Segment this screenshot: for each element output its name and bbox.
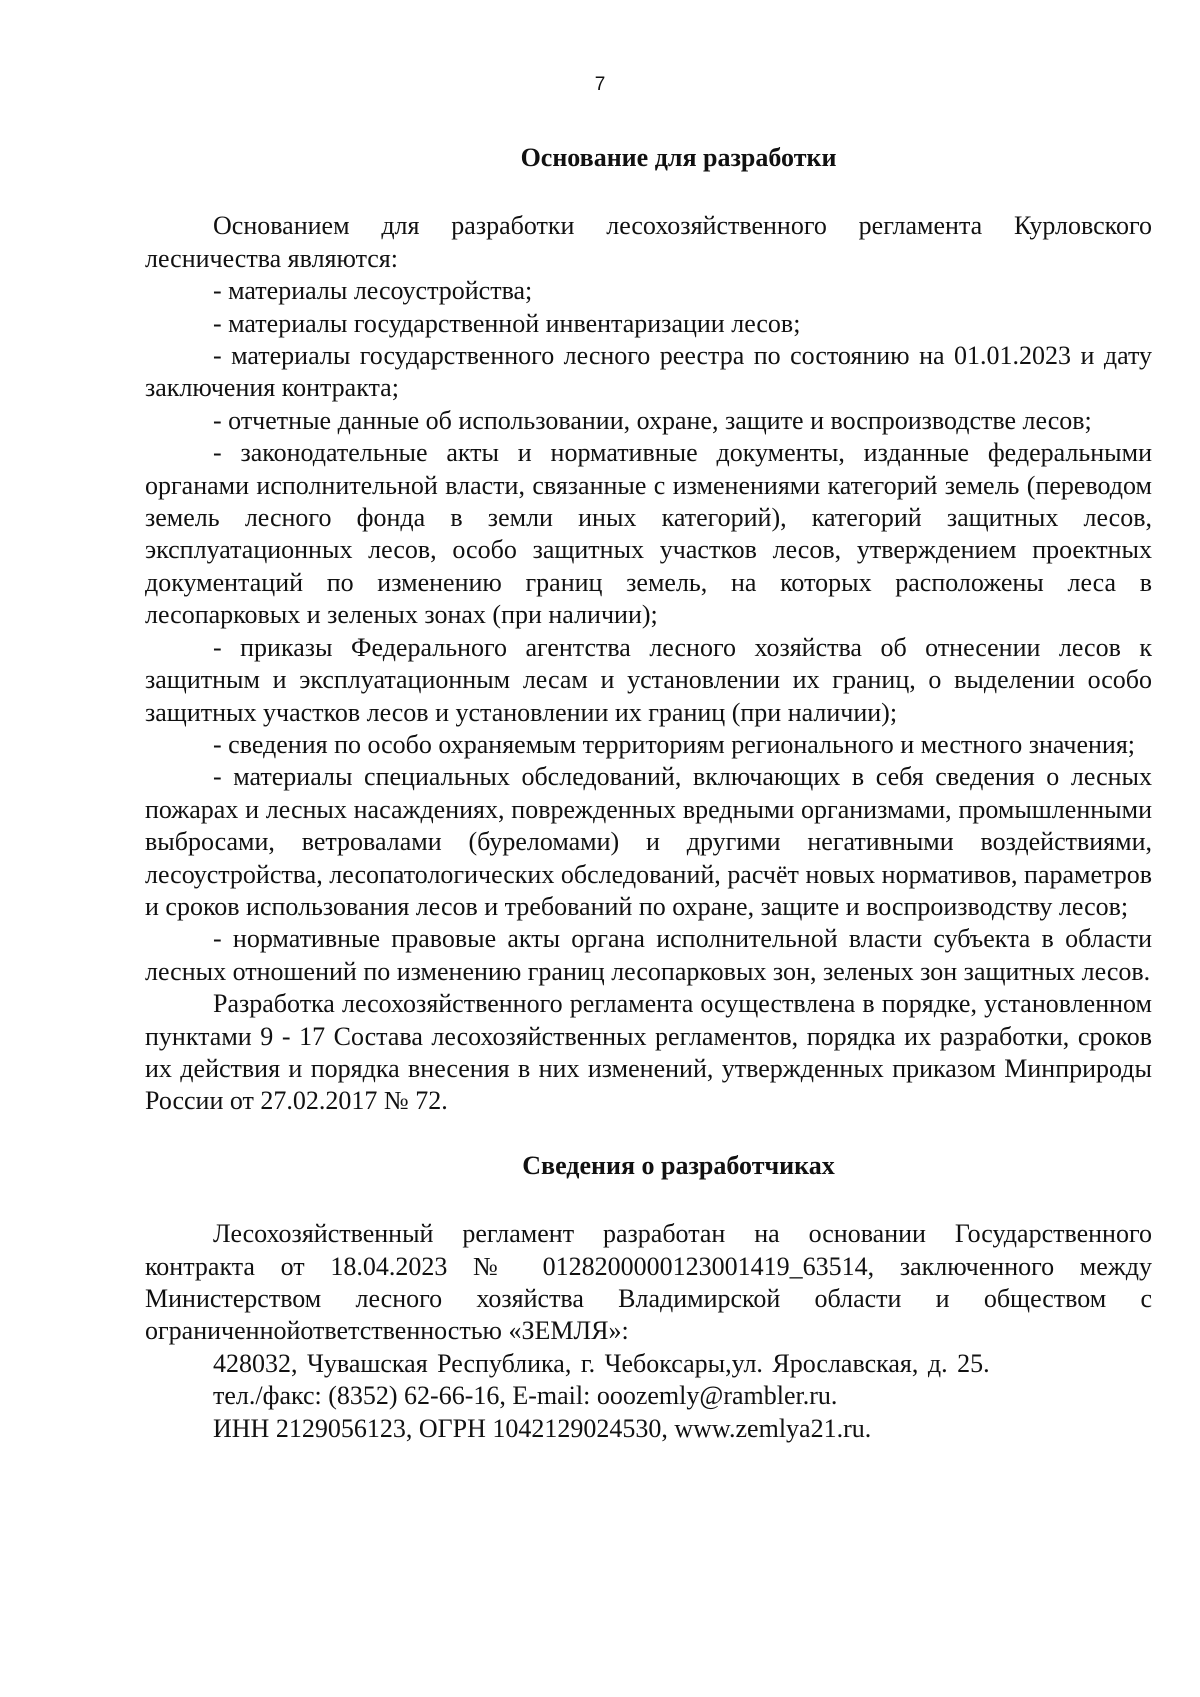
section-title-basis: Основание для разработки — [520, 143, 837, 172]
basis-item: - материалы государственного лесного реестра по состоянию на 01.01.2023 и дату заключения контракта; — [145, 341, 1152, 403]
basis-item: - законодательные акты и нормативные документы, изданные федеральными органами исполнительной власти, связанные с изменениями категорий земель (переводом земель лесного фонда в земли иных категорий), категорий защитных лесов, эксплуатационных лесов, особо защитных участков лесов, утверждением проектных документаций по изменению границ земель, на которых расположены леса в лесопарковых и зеленых зонах (при наличии); — [145, 438, 1152, 630]
document-body — [145, 142, 1152, 1445]
developer-registry: ИНН 2129056123, ОГРН 1042129024530, www.zemlya21.ru. — [213, 1413, 872, 1443]
basis-item: - материалы лесоустройства; — [213, 276, 533, 306]
basis-item: - сведения по особо охраняемым территориям регионального и местного значения; — [213, 729, 1136, 759]
basis-item: - материалы специальных обследований, включающих в себя сведения о лесных пожарах и лесных насаждениях, поврежденных вредными организмами, промышленными выбросами, ветровалами (буреломами) и другими негативными воздействиями, лесоустройства, лесопатологических обследований, расчёт новых нормативов, параметров и сроков использования лесов и требований по охране, защите и воспроизводству лесов; — [145, 762, 1152, 921]
basis-closing: Разработка лесохозяйственного регламента осуществлена в порядке, установленном пунктами 9 - 17 Состава лесохозяйственных регламентов, порядка их разработки, сроков их действия и порядка внесения в них изменений, утвержденных приказом Минприроды России от 27.02.2017 № 72. — [145, 989, 1152, 1116]
developer-phone-email: тел./факс: (8352) 62-66-16, E-mail: ooozemly@rambler.ru. — [213, 1381, 838, 1411]
developers-intro: Лесохозяйственный регламент разработан на основании Государственного контракта от 18.04.2023 № 0128200000123001419_63514, заключенного между Министерством лесного хозяйства Владимирской области и обществом с ограниченнойответственностью «ЗЕМЛЯ»: — [145, 1219, 1152, 1346]
basis-item: - отчетные данные об использовании, охране, защите и воспроизводстве лесов; — [213, 405, 1092, 435]
section-title-developers: Сведения о разработчиках — [522, 1150, 835, 1180]
basis-item: - нормативные правовые акты органа исполнительной власти субъекта в области лесных отношений по изменению границ лесопарковых зон, зеленых зон защитных лесов. — [145, 924, 1152, 986]
page-number: 7 — [594, 74, 606, 95]
basis-item: - материалы государственной инвентаризации лесов; — [213, 308, 801, 338]
basis-intro: Основанием для разработки лесохозяйственного регламента Курловского лесничества являются: — [145, 211, 1152, 273]
basis-item: - приказы Федерального агентства лесного хозяйства об отнесении лесов к защитным и эксплуатационным лесам и установлении их границ, о выделении особо защитных участков лесов и установлении их границ (при наличии); — [145, 632, 1152, 727]
developer-address: 428032, Чувашская Республика, г. Чебоксары,ул. Ярославская, д. 25. — [213, 1348, 990, 1378]
